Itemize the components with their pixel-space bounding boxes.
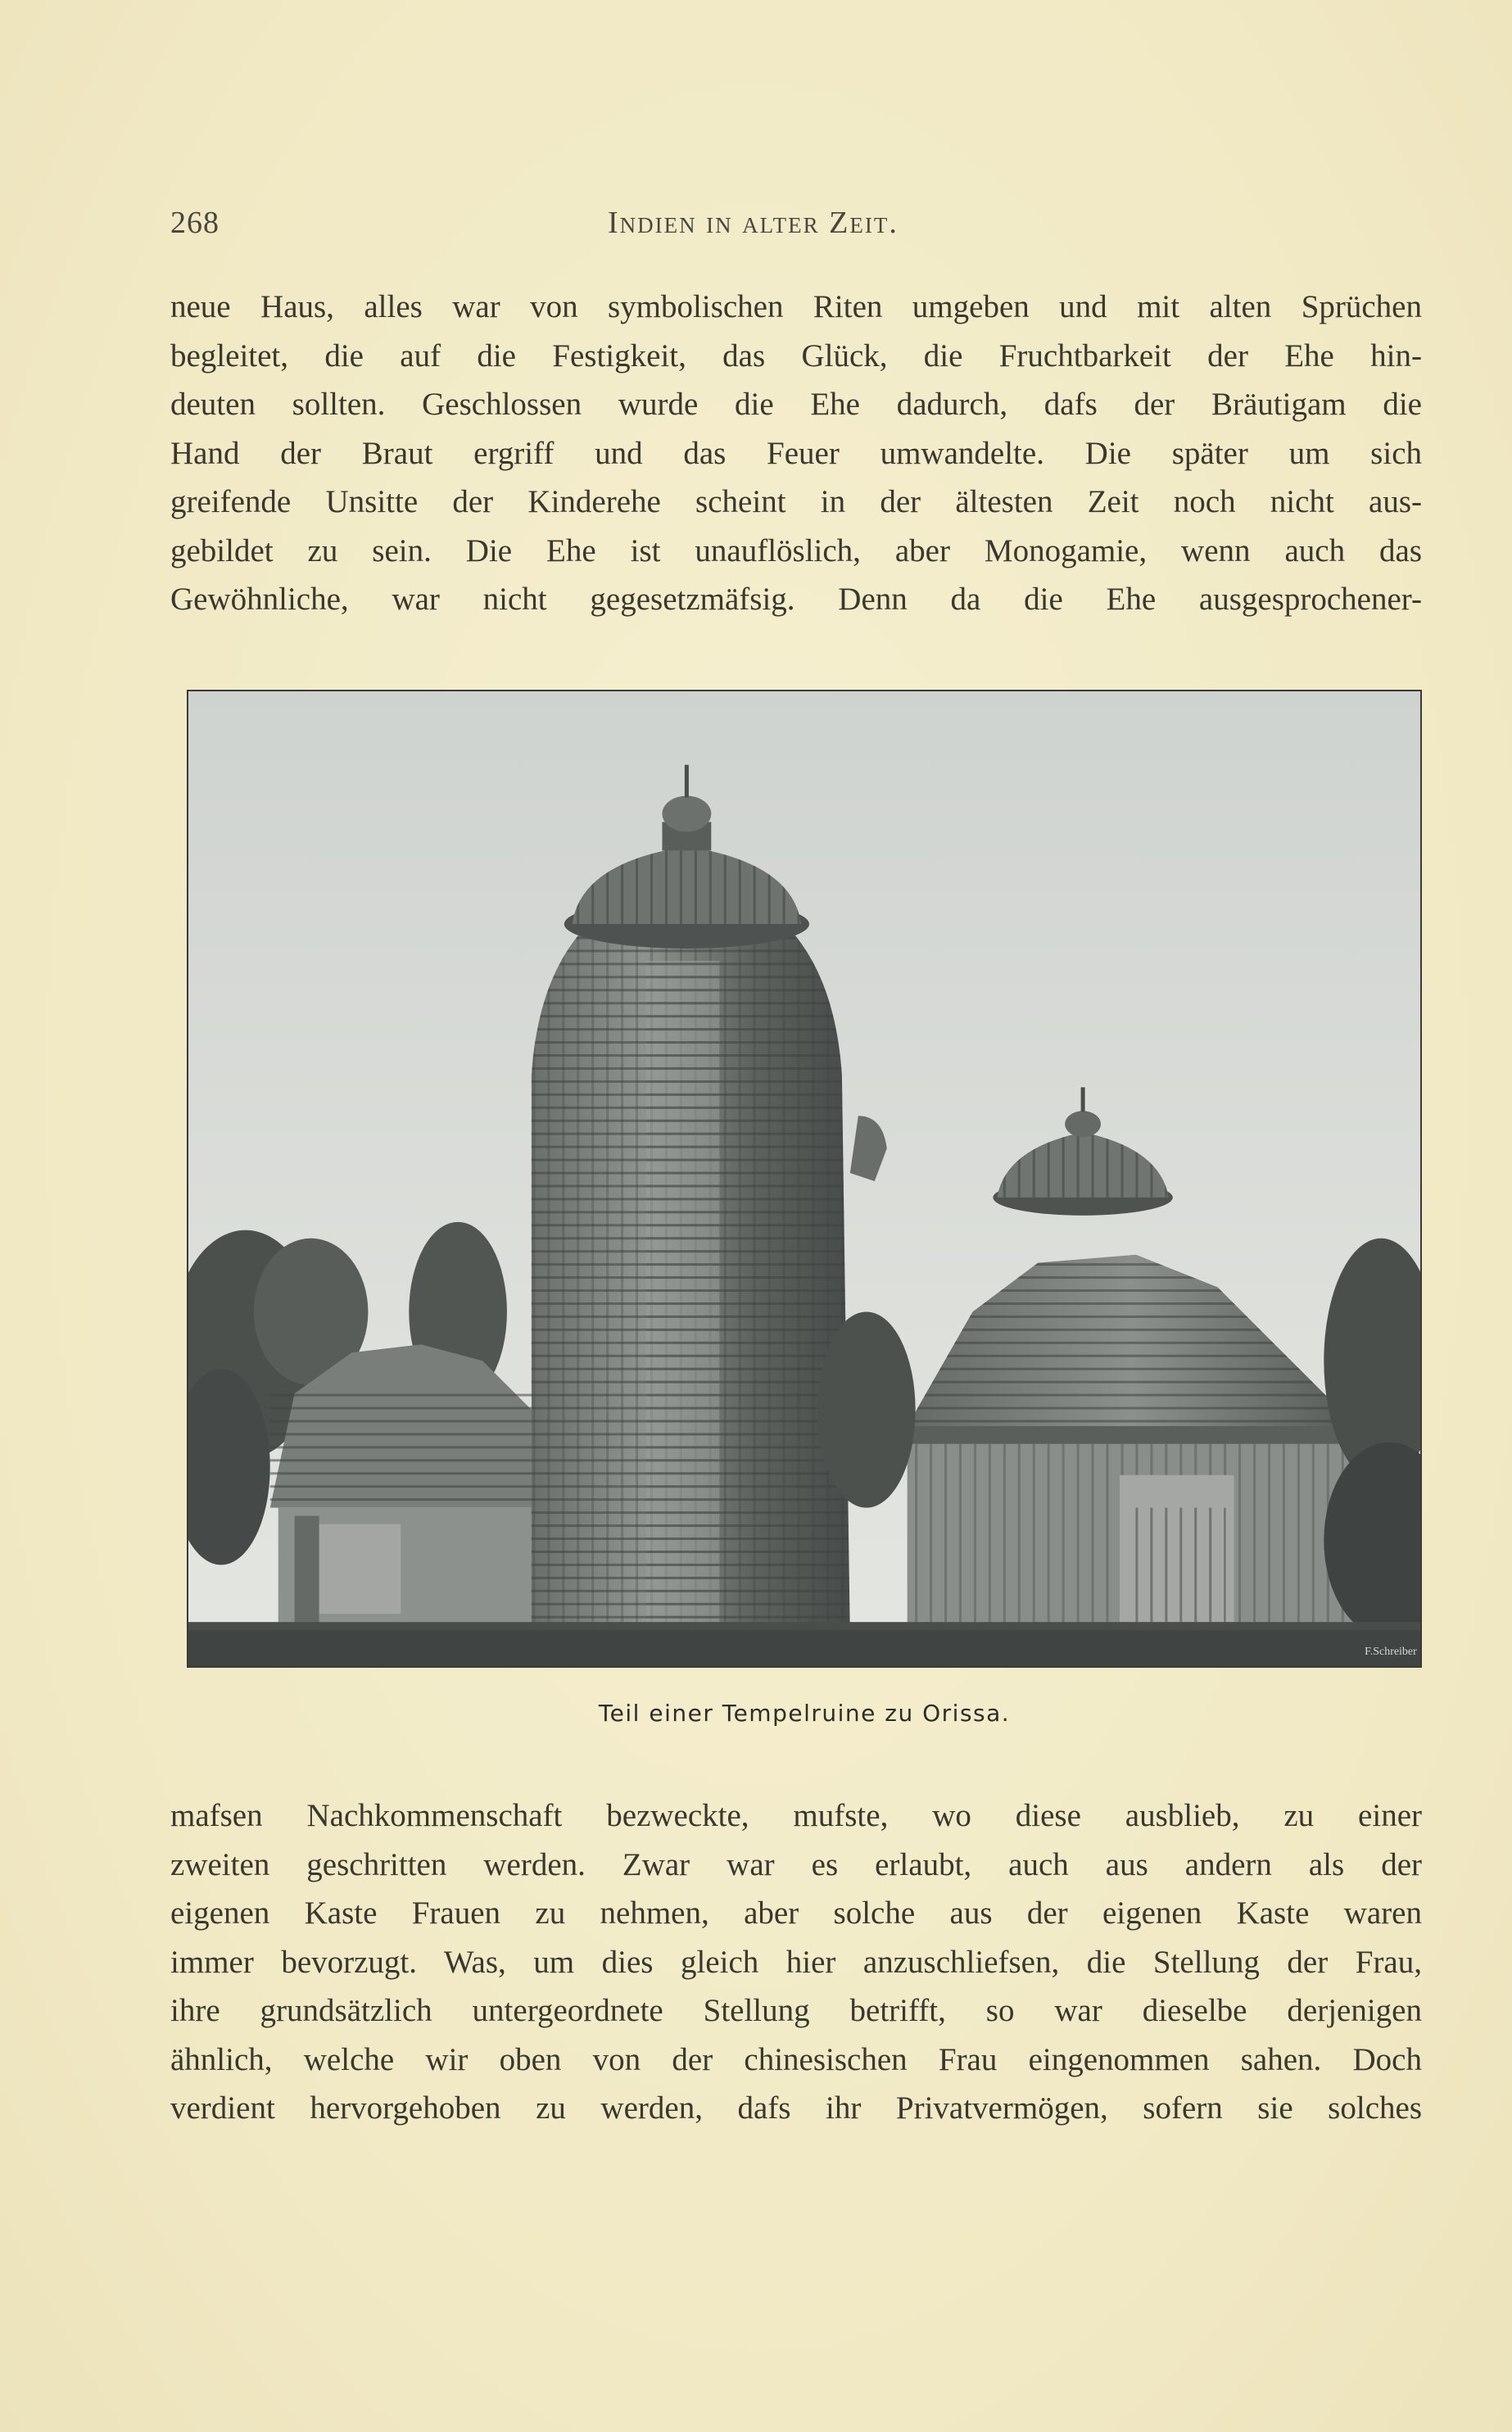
temple-illustration <box>188 691 1420 1666</box>
temple-photograph <box>187 690 1422 1668</box>
text-line: gebildet zu sein. Die Ehe ist unauflöslich, aber Monogamie, wenn auch das <box>170 532 1422 568</box>
text-line: mafsen Nachkommenschaft bezweckte, mufste, wo diese ausblieb, zu einer <box>170 1798 1422 1833</box>
left-small-shrine <box>270 1344 548 1630</box>
text-line: neue Haus, alles war von symbolischen Riten umgeben und mit alten Sprüchen <box>170 289 1422 324</box>
text-line: greifende Unsitte der Kinderehe scheint in der ältesten Zeit noch nicht aus- <box>170 484 1422 519</box>
text-line: Hand der Braut ergriff und das Feuer umwandelte. Die später um sich <box>170 435 1422 471</box>
top-paragraph <box>170 283 1422 624</box>
engraver-mark: F.Schreiber <box>1365 1646 1417 1659</box>
page-number: 268 <box>170 206 220 240</box>
running-title: Indien in alter Zeit. <box>608 206 899 240</box>
running-head <box>170 205 1415 246</box>
text-line: Gewöhnliche, war nicht gegesetzmäfsig. Denn da die Ehe ausgesprochener- <box>170 582 1422 617</box>
text-line: ihre grundsätzlich untergeordnete Stellung betrifft, so war dieselbe derjenigen <box>170 1993 1422 2028</box>
text-line: ähnlich, welche wir oben von der chinesischen Frau eingenommen sahen. Doch <box>170 2041 1422 2077</box>
text-line: begleitet, die auf die Festigkeit, das Glück, die Fruchtbarkeit der Ehe hin- <box>170 337 1422 374</box>
text-line: immer bevorzugt. Was, um dies gleich hier anzuschliefsen, die Stellung der Frau, <box>170 1944 1422 1980</box>
text-line: eigenen Kaste Frauen zu nehmen, aber solche aus der eigenen Kaste waren <box>170 1895 1422 1931</box>
figure-caption: Teil einer Tempelruine zu Orissa. <box>598 1700 1011 1727</box>
bottom-paragraph <box>170 1791 1422 2133</box>
text-line: deuten sollten. Geschlossen wurde die Ehe dadurch, dafs der Bräutigam die <box>170 387 1422 422</box>
text-line: zweiten geschritten werden. Zwar war es erlaubt, auch aus andern als der <box>170 1846 1422 1882</box>
text-line: verdient hervorgehoben zu werden, dafs ihr Privatvermögen, sofern sie solches <box>170 2090 1422 2126</box>
